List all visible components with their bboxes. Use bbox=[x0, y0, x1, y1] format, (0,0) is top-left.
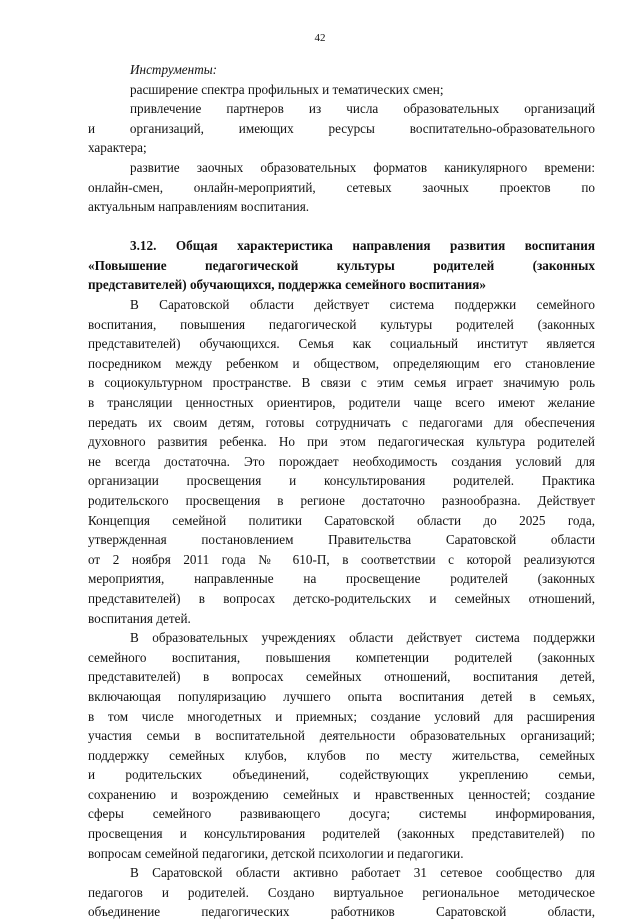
paragraph-line: родительского просвещения в регионе достаточно разнообразна. Действует bbox=[88, 492, 595, 508]
paragraph-line: представителей) обучающихся. Семья как социальный институт является bbox=[88, 336, 595, 352]
paragraph-line: поддержку семейных клубов, клубов по месту жительства, семейных bbox=[88, 747, 595, 763]
text-line: характера; bbox=[88, 140, 147, 156]
paragraph-line: Концепция семейной политики Саратовской области до 2025 года, bbox=[88, 512, 595, 528]
text-line: и организаций, имеющих ресурсы воспитательно-образовательного bbox=[88, 120, 595, 136]
text-line: онлайн-смен, онлайн-мероприятий, сетевых заочных проектов по bbox=[88, 179, 595, 195]
paragraph-line: воспитания, повышения педагогической культуры родителей (законных bbox=[88, 316, 595, 332]
paragraph-line: сохранению и возрождению семейных и нравственных ценностей; создание bbox=[88, 786, 595, 802]
paragraph-line: просвещения и консультирования родителей (законных представителей) по bbox=[88, 826, 595, 842]
paragraph-line: духовного развития ребенка. Но при этом педагогическая культура родителей bbox=[88, 434, 595, 450]
paragraph-line: и родительских объединений, содействующих укреплению семьи, bbox=[88, 767, 595, 783]
paragraph-line: утвержденная постановлением Правительства Саратовской области bbox=[88, 532, 595, 548]
text-line: развитие заочных образовательных форматов каникулярного времени: bbox=[130, 159, 595, 175]
paragraph-line: включающая популяризацию лучшего опыта воспитания детей в семьях, bbox=[88, 688, 595, 704]
paragraph-line: посредником между ребенком и обществом, определяющим его становление bbox=[88, 355, 595, 371]
section-heading-line: «Повышение педагогической культуры родителей (законных bbox=[88, 257, 595, 273]
paragraph-line: в трансляции ценностных ориентиров, родители чаще всего имеют желание bbox=[88, 395, 595, 410]
paragraph-line: в том числе многодетных и приемных; создание условий для расширения bbox=[88, 708, 595, 724]
paragraph-line: воспитания детей. bbox=[88, 610, 191, 626]
page-text bbox=[88, 60, 595, 922]
paragraph-line: представителей) в вопросах семейных отношений, воспитания детей, bbox=[88, 669, 595, 685]
instruments-heading: Инструменты: bbox=[130, 62, 218, 77]
paragraph-line: передать их своим детям, готовы сотрудничать с педагогами для обеспечения bbox=[88, 414, 595, 430]
section-heading-line: 3.12. Общая характеристика направления развития воспитания bbox=[130, 238, 595, 254]
paragraph-line: от 2 ноября 2011 года № 610-П, в соответствии с которой реализуются bbox=[88, 551, 595, 567]
paragraph-line: семейного воспитания, повышения компетенции родителей (законных bbox=[88, 649, 595, 665]
paragraph-line: организации просвещения и консультирования родителей. Практика bbox=[88, 473, 595, 489]
text-line: привлечение партнеров из числа образовательных организаций bbox=[130, 101, 595, 117]
paragraph-line: педагогов и родителей. Создано виртуальное региональное методическое bbox=[88, 884, 595, 900]
text-line: расширение спектра профильных и тематических смен; bbox=[130, 81, 444, 97]
paragraph-line: в социокультурном пространстве. В связи с этим семья играет значимую роль bbox=[88, 375, 595, 391]
paragraph-line: В Саратовской области активно работает 31 сетевое сообщество для bbox=[130, 865, 595, 881]
text-line: актуальным направлениям воспитания. bbox=[88, 199, 310, 215]
paragraph-line: не всегда достаточна. Это порождает необходимость создания условий для bbox=[88, 453, 595, 469]
paragraph-line: представителей) в вопросах детско-родительских и семейных отношений, bbox=[88, 590, 595, 606]
paragraph-line: вопросам семейной педагогики, детской психологии и педагогики. bbox=[88, 845, 464, 861]
section-heading-line: представителей) обучающихся, поддержка семейного воспитания» bbox=[88, 277, 486, 293]
paragraph-line: В Саратовской области действует система поддержки семейного bbox=[130, 297, 595, 313]
page-number: 42 bbox=[314, 32, 326, 44]
paragraph-line: участия семьи в воспитательной деятельности образовательных организаций; bbox=[88, 728, 595, 744]
paragraph-line: объединение педагогических работников Саратовской области, bbox=[88, 904, 595, 920]
paragraph-line: сферы семейного развивающего досуга; системы информирования, bbox=[88, 806, 595, 822]
paragraph-line: мероприятия, направленные на просвещение родителей (законных bbox=[88, 571, 595, 587]
paragraph-line: В образовательных учреждениях области действует система поддержки bbox=[130, 630, 595, 646]
